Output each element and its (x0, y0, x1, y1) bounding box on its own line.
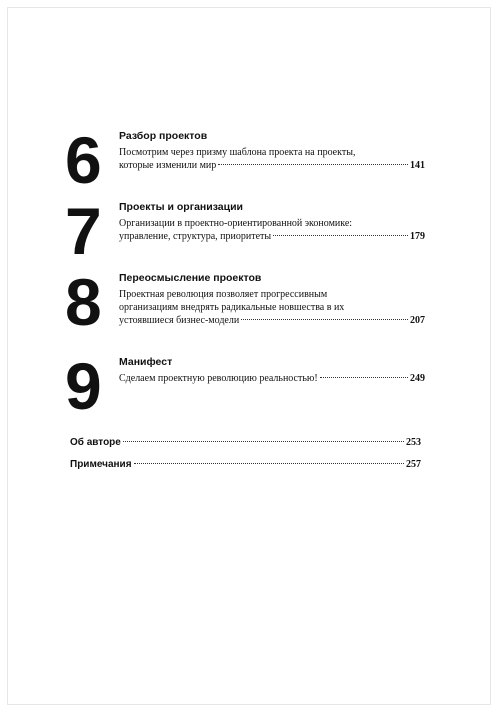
toc-chapter-6 (65, 123, 425, 197)
page-number: 257 (406, 459, 421, 470)
chapter-leader-line (119, 372, 425, 385)
chapter-number: 6 (65, 123, 101, 197)
chapter-title: Манифест (119, 356, 173, 368)
dot-leader (134, 463, 404, 464)
toc-notes (70, 458, 421, 471)
chapter-number: 7 (65, 194, 101, 268)
page-number: 249 (410, 373, 425, 384)
chapter-entry (119, 130, 425, 172)
toc-about-author (70, 436, 421, 449)
chapter-entry (119, 356, 425, 385)
chapter-description-last-line: Сделаем проектную революцию реальностью! (119, 373, 318, 384)
chapter-leader-line (119, 230, 425, 243)
page-number: 207 (410, 315, 425, 326)
chapter-number: 9 (65, 349, 101, 423)
dot-leader (320, 377, 408, 378)
chapter-number: 8 (65, 265, 101, 339)
chapter-entry (119, 272, 425, 327)
page-number: 141 (410, 160, 425, 171)
chapter-description-line: организациям внедрять радикальные новшества в их (119, 302, 345, 313)
chapter-leader-line (119, 314, 425, 327)
chapter-title: Проекты и организации (119, 201, 243, 213)
chapter-title: Переосмысление проектов (119, 272, 262, 284)
chapter-description-last-line: которые изменили мир (119, 160, 217, 171)
dot-leader (241, 319, 408, 320)
dot-leader (273, 235, 408, 236)
chapter-entry (119, 201, 425, 243)
chapter-description-last-line: управление, структура, приоритеты (119, 231, 272, 242)
book-page (7, 7, 491, 705)
page-number: 179 (410, 231, 425, 242)
chapter-description-line: Посмотрим через призму шаблона проекта на проекты, (119, 147, 356, 158)
chapter-description-line: Организации в проектно-ориентированной экономике: (119, 218, 353, 229)
page-number: 253 (406, 437, 421, 448)
dot-leader (218, 164, 408, 165)
about-author-label: Об авторе (70, 437, 121, 448)
dot-leader (123, 441, 404, 442)
notes-label: Примечания (70, 459, 132, 470)
toc-chapter-8 (65, 265, 425, 342)
chapter-description-last-line: устоявшиеся бизнес-модели (119, 315, 240, 326)
chapter-title: Разбор проектов (119, 130, 208, 142)
chapter-description-line: Проектная революция позволяет прогрессивным (119, 289, 328, 300)
toc-chapter-7 (65, 194, 425, 268)
toc-chapter-9 (65, 349, 425, 423)
chapter-leader-line (119, 159, 425, 172)
